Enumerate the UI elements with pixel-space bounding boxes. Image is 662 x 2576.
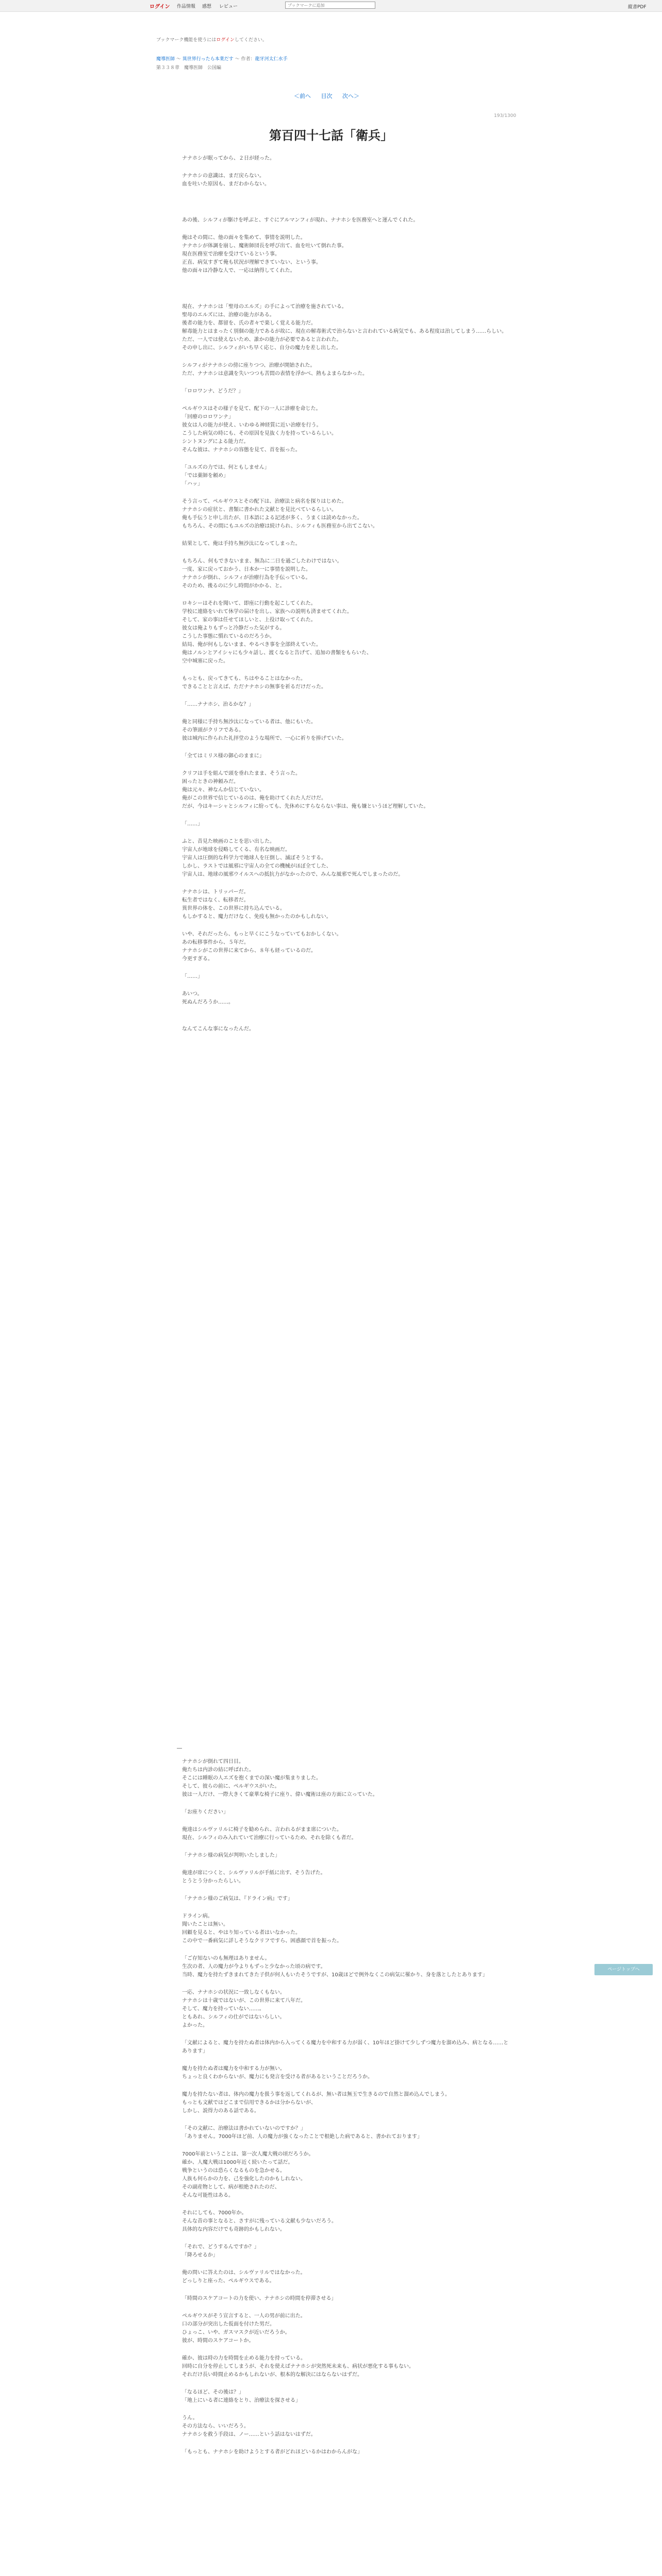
body-paragraph: 「それで、どうするんですか？」 — [182, 2244, 259, 2250]
body-paragraph: 「ありません。7000年ほど前、人の魔力が強くなったことで根絶した病であると、書かれております」 — [182, 2134, 423, 2140]
body-paragraph: 確か、人魔大戦は1000年近く続いたって話だ。 — [182, 2160, 293, 2165]
blank-line — [182, 1799, 512, 1808]
body-paragraph: ただ、一人では使えないため、誰かの能力が必要であると言われた。 — [182, 337, 342, 343]
blank-line — [182, 1886, 512, 1895]
blank-line — [182, 548, 512, 557]
chapter-subtitle: 第３３８章 魔導医師 公国編 — [156, 65, 222, 71]
body-paragraph: 当時、魔力を持たずきまれてきた子供が何人もいたそうですが、10歳ほどで例外なくこの病気に罹かり、身を落としたとあります」 — [182, 1972, 488, 1978]
body-paragraph: 「ユルズの力では、何ともしません」 — [182, 465, 270, 470]
body-paragraph: 魔力を持たぬ者は魔力を中和する力が無い。 — [182, 2066, 285, 2072]
body-paragraph: 「文献によると、魔力を持たぬ者は体内から入ってくる魔力を中和する力が弱く、10年ほど掛けて少しずつ魔力を溜め込み、病となる……とあります」 — [182, 2040, 509, 2054]
blank-line — [182, 352, 512, 362]
body-paragraph: 死ぬんだろうか……。 — [182, 999, 234, 1005]
chapter-body-continued — [182, 1758, 512, 2456]
body-paragraph: しかし、説得力のある話である。 — [182, 2108, 259, 2114]
body-paragraph: とうとう分かったらしい。 — [182, 1878, 244, 1884]
body-paragraph: 「回療のロロワンナ」 — [182, 414, 234, 420]
body-paragraph: うん。 — [182, 2415, 198, 2421]
breadcrumb-separator-1: ～ — [176, 57, 181, 62]
body-paragraph: 具体的な内容だけでも奇跡的かもしれない。 — [182, 2227, 285, 2232]
body-paragraph: 転生者ではなく、転移者だ。 — [182, 897, 249, 903]
body-paragraph: ロキシーはそれを聞いて、即座に行動を起こしてくれた。 — [182, 601, 316, 606]
author-label: 作者： — [241, 57, 255, 62]
body-paragraph: 学校に連絡をいれて休学の届けを出し、家族への説明も済ませてくれた。 — [182, 609, 352, 615]
body-paragraph: その副産物として、病が根絶されたのだ、 — [182, 2184, 280, 2190]
blank-line — [182, 828, 512, 838]
body-paragraph: 解毒能力とはまったく別個の能力であるが故に、現在の解毒術式で治らないと言われている病気でも、ある程度は治してしまう……らしい。 — [182, 329, 507, 334]
body-paragraph: 聖母のエルズには、治療の能力がある。 — [182, 312, 275, 318]
body-paragraph: そして、家の事は任せてほしいと、上役け取ってくれた。 — [182, 617, 316, 623]
blank-line — [182, 2141, 512, 2150]
blank-line — [182, 163, 512, 172]
body-paragraph: よかった。 — [182, 2023, 208, 2028]
blank-line — [182, 2030, 512, 2039]
login-notice — [156, 36, 267, 43]
body-paragraph: 「地上にいる者に連絡をとり、治療法を探させる」 — [182, 2398, 301, 2403]
blank-line — [182, 378, 512, 387]
blank-line — [182, 1945, 512, 1955]
body-paragraph: 「時間のスケアコートの力を使い、ナナホシの時間を停滞させる」 — [182, 2296, 337, 2301]
blank-line — [182, 2081, 512, 2091]
body-paragraph: 戦争というのは恐らくなるものを急かせる。 — [182, 2168, 285, 2174]
blank-line — [182, 709, 512, 718]
body-paragraph: 俺は元々、神なんか信じていない。 — [182, 787, 264, 793]
body-paragraph: 俺はノルンとアイシャにも少々話し、渡くなると告げて、追加の書類をもらいた、 — [182, 650, 372, 656]
blank-line — [182, 879, 512, 888]
body-paragraph: 他の面々は冷静な人で、一応は納得してくれた。 — [182, 268, 295, 274]
body-paragraph: あいつ。 — [182, 991, 203, 997]
body-paragraph: 「ナナホシ様のご病気は、『ドライン病』です」 — [182, 1896, 293, 1902]
body-paragraph: 「お座りください」 — [182, 1809, 228, 1815]
body-paragraph: ナナホシは十歳ではないが、この世界に来て八年だ。 — [182, 1998, 306, 2004]
body-paragraph: もちろん、何もできないまま、無為に二日を過ごしたわけではない。 — [182, 558, 342, 564]
top-bar — [0, 0, 662, 12]
body-paragraph: 口の部分が突出した仮面を付けた男だ。 — [182, 2321, 275, 2327]
blank-line — [182, 284, 512, 294]
body-paragraph: できることと言えば、ただナナホシの無事を祈るだけだった。 — [182, 684, 326, 690]
body-paragraph: 現在、シルフィのみ入れていて治療に行っているため、それを除くも者だ。 — [182, 1835, 357, 1841]
blank-line — [182, 811, 512, 820]
notice-prefix: ブックマーク機能を使うには — [156, 38, 217, 43]
chapter-title: 第百四十七話「衛兵」 — [269, 128, 393, 143]
blank-line — [182, 743, 512, 752]
body-paragraph: 俺達が席につくと、シルヴァリルが手紙に出す、そう告げた。 — [182, 1870, 326, 1876]
body-paragraph: ナナホシを救う手段は、ノー……という話はないはずだ。 — [182, 2432, 316, 2437]
blank-line — [182, 454, 512, 464]
nav-impressions[interactable]: 感想 — [202, 4, 212, 9]
nav-work-info[interactable]: 作品情報 — [177, 4, 196, 9]
body-paragraph: そう言って、ペルギウスとその配下は、治療法と病名を探りはじめた。 — [182, 499, 347, 504]
body-paragraph: なんてこんな事になったんだ。 — [182, 1026, 254, 1032]
body-paragraph: 空中城塞に戻った。 — [182, 658, 228, 664]
body-paragraph: 一度、家に戻っておかう、日本か一に事情を説明した。 — [182, 567, 311, 572]
blank-line — [182, 531, 512, 540]
body-paragraph: 俺も手伝うと申し出たが、日本語による記述が多く、うまくは読めなかった。 — [182, 515, 362, 521]
body-paragraph: だが、今はキーシャとシルフィに紛っても、先休めにすらならない事は、俺も嫌というほど理解していた。 — [182, 804, 429, 809]
blank-line — [182, 2379, 512, 2388]
body-paragraph: 「ハッ」 — [182, 481, 203, 487]
body-paragraph: そんな彼は、ナナホシの容態を見て、首を振った。 — [182, 447, 301, 453]
body-paragraph: ナナホシがこの世界に来てから、８年も経っているのだ。 — [182, 948, 316, 954]
vertical-pdf-link[interactable]: 縦書PDF — [628, 5, 647, 10]
blank-line — [182, 1903, 512, 1912]
body-paragraph: 聞いたことは無い。 — [182, 1922, 228, 1927]
nav-review[interactable]: レビュー — [219, 4, 238, 9]
body-paragraph: そこには睡眠の人エズを抱くまでの深い魔が集まりました。 — [182, 1775, 321, 1781]
page-top-button[interactable]: ページトップへ — [594, 1964, 653, 1975]
body-paragraph: こうした病気の時にも、その原因を見抜く力を持っているらしい。 — [182, 431, 337, 436]
blank-line — [182, 2115, 512, 2125]
body-paragraph: 血を吐いた原因も、まだわからない。 — [182, 181, 270, 187]
body-paragraph: 結果として、俺は手持ち無沙汰になってしまった。 — [182, 541, 301, 547]
body-paragraph: ペルギウスはその様子を見て、配下の一人に診療を命じた。 — [182, 406, 321, 412]
blank-line — [182, 981, 512, 990]
blank-line — [182, 2439, 512, 2448]
body-paragraph: 回時に自分を停止してしまうが、それを使えばナナホシが突然死未来も、病状が悪化する事もない。 — [182, 2364, 414, 2369]
blank-line — [182, 590, 512, 600]
blank-line — [182, 225, 512, 234]
blank-line — [182, 488, 512, 498]
blank-line — [182, 2303, 512, 2312]
blank-line — [182, 207, 512, 216]
blank-line — [182, 760, 512, 770]
body-paragraph: 回顧を見ると、やはり知っている者はいなかった。 — [182, 1930, 301, 1936]
body-paragraph: 正直、病気すぎて俺も状況が理解できていない、という事。 — [182, 260, 321, 265]
login-link[interactable]: ログイン — [150, 4, 170, 10]
body-paragraph: 俺達はシルヴァリルに椅子を勧められ、言われるがまま席についた。 — [182, 1827, 342, 1833]
blank-line — [182, 294, 512, 303]
body-paragraph: その方法なら、いいだろう。 — [182, 2424, 249, 2429]
body-paragraph: 俺はその間に、他の面々を集めて、事情を説明した。 — [182, 235, 306, 241]
body-paragraph: その申し出に、シルフィがいち早く応じ、自分の魔力を差し出した。 — [182, 345, 341, 351]
body-paragraph: しかし、ラストでは風邪に宇宙人の全ての機械がほぼ全てした、 — [182, 863, 332, 869]
body-paragraph: 彼女は俺よりもずっと冷静だった気がする。 — [182, 625, 285, 631]
body-paragraph: 俺の問いに答えたのは、シルヴァリルではなかった。 — [182, 2270, 306, 2276]
blank-line — [182, 1007, 512, 1016]
body-paragraph: ナナホシの意識は、まだ戻らない。 — [182, 173, 264, 179]
body-paragraph: その筆頭がクリフである。 — [182, 727, 244, 733]
blank-line — [182, 1842, 512, 1852]
blank-line — [182, 963, 512, 973]
body-paragraph: ただ、ナナホシは意識を失いつつも苦悶の表情を浮かべ、熱もよまらなかった。 — [182, 371, 368, 377]
body-paragraph: 異世界の体を、この世界に持ち込んでいる。 — [182, 906, 285, 911]
body-paragraph: 生次の者、人の魔力が今よりもずっと少なかった頃の病です。 — [182, 1964, 326, 1970]
body-paragraph: ペルギウスがそう宣言すると、一人の男が前に出た。 — [182, 2313, 306, 2319]
body-paragraph: ふと、昔見た映画のことを思い出した。 — [182, 839, 275, 844]
body-paragraph: ナナホシが倒れ、シルフィが治療行為を手伝っている。 — [182, 575, 311, 581]
body-paragraph: あの後、シルフィが駆けを呼ぶと、すぐにアルマンフィが現れ、ナナホシを医務室へと運んでくれた。 — [182, 217, 419, 223]
blank-line — [182, 1817, 512, 1826]
notice-login-link[interactable]: ログイン — [216, 38, 235, 43]
page-number: 193/1300 — [494, 113, 517, 118]
bookmark-button[interactable] — [285, 2, 375, 9]
body-paragraph: そんな昔の事となると、さすがに残っている文献も少ないだろう。 — [182, 2218, 337, 2224]
body-paragraph: クリフは手を組んで頭を垂れたまま、そう言った。 — [182, 771, 301, 776]
blank-line — [182, 2345, 512, 2354]
body-paragraph: 「降ろせるか」 — [182, 2252, 218, 2258]
next-chapter-link[interactable]: 次へ＞ — [342, 93, 359, 99]
body-paragraph: 困ったときの神頼みだ。 — [182, 779, 239, 785]
breadcrumb-arc[interactable]: 異世界行ったら本業だす — [182, 57, 234, 62]
body-paragraph: いや、それだったら、もっと早くにこうなっていてもおかしくない。 — [182, 931, 342, 937]
body-paragraph: 7000年前ということは、第一次人魔大戦の頃だろうか。 — [182, 2151, 314, 2157]
body-paragraph: こうした事態に慣れているのだろうか。 — [182, 634, 275, 639]
body-paragraph: そのため、後るのに少し時間がかかる、と。 — [182, 583, 285, 589]
blank-line — [182, 2200, 512, 2209]
body-paragraph: 後者の能力を、都留を、氏の者々で楽しく覚える能力だ。 — [182, 320, 316, 326]
body-paragraph: ともあれ、シルフィの仕がではないらしい。 — [182, 2014, 285, 2020]
body-paragraph: もちろん、その間にもユルズの治療は続けられ、シルフィも医務室から出てこない。 — [182, 523, 378, 529]
body-paragraph: そして、彼らの前に、ペルギウスがいた。 — [182, 1784, 280, 1789]
breadcrumb-series[interactable]: 魔導医師 — [156, 57, 175, 62]
section-divider: ― — [177, 1745, 182, 1751]
body-paragraph: 確か、彼は時の力を時間を止める能力を持っている。 — [182, 2355, 306, 2361]
body-paragraph: もっとも文献ではどこまで信用できるかは分からないが、 — [182, 2100, 316, 2106]
body-paragraph: 「その文献に、治療法は書かれていないのですか？」 — [182, 2126, 306, 2131]
body-paragraph: 宇宙人は、地球の風邪ウイルスへの抵抗力がなかったので、みんな風邪で死んでしまったのだ。 — [182, 872, 404, 877]
body-paragraph: 彼が、時間のスケアコートか。 — [182, 2338, 254, 2344]
body-paragraph: 現在医務室で治療を受けているという事。 — [182, 251, 280, 257]
body-paragraph: 俺がこの世界で信じているのは、俺を助けてくれた人だけだ。 — [182, 795, 326, 801]
blank-line — [182, 1016, 512, 1025]
toc-link[interactable]: 目次 — [321, 93, 333, 99]
body-paragraph: ちょっと良くわからないが、魔力にも発言を受ける者があるということだろうか。 — [182, 2074, 373, 2080]
body-paragraph: 今更すぎる。 — [182, 956, 213, 962]
body-paragraph: 人族も何らかの力を、己を強化したのかもしれない。 — [182, 2176, 306, 2182]
body-paragraph: 宇宙人は圧倒的な科学力で地球人を圧倒し、滅ぼそうとする。 — [182, 855, 326, 861]
prev-chapter-link[interactable]: ＜前へ — [294, 93, 311, 99]
blank-line — [182, 189, 512, 198]
body-paragraph: 彼女は人の能力が使え、いわゆる神経質に近い治療を行う。 — [182, 422, 322, 428]
body-paragraph: ひょっこ、いや、ガスマスクが近いだろうか。 — [182, 2330, 290, 2335]
breadcrumb-separator-2: ～ — [235, 57, 240, 62]
body-paragraph: 俺と同様に手持ち無沙汰になっている者は、他にもいた。 — [182, 719, 316, 725]
body-paragraph: ナナホシが倒れて四日目。 — [182, 1759, 244, 1765]
body-paragraph: 「……」 — [182, 821, 203, 827]
blank-line — [182, 2056, 512, 2065]
blank-line — [182, 1979, 512, 1989]
body-paragraph: シルフィがナナホシの傍に座りつつ、治療が開始された。 — [182, 363, 316, 368]
body-paragraph: ナナホシが眠ってから、２日が経った。 — [182, 156, 275, 161]
blank-line — [182, 1860, 512, 1869]
chapter-nav — [290, 92, 363, 100]
body-paragraph: もしかすると、魔力だけなく、免疫も無かったのかもしれない。 — [182, 914, 332, 920]
body-paragraph: それにしても、7000年か。 — [182, 2210, 247, 2216]
chapter-body — [182, 155, 512, 1033]
body-paragraph: 一応、ナナホシの状況に一致しなくもない。 — [182, 1990, 285, 1995]
body-paragraph: 彼は城内に作られた礼拝堂のような場所で、一心に祈りを捧げていた。 — [182, 736, 347, 741]
body-paragraph: あの転移事件から、５年だ。 — [182, 940, 249, 945]
body-paragraph: 魔力を持たない者は、体内の魔力を扱う事を返してくれるが、無い者は無玉で生きるので自然と溜め込んでしまう。 — [182, 2092, 450, 2097]
blank-line — [182, 396, 512, 405]
body-paragraph: ドライン病。 — [182, 1913, 213, 1919]
body-paragraph: 宇宙人が地球を侵略してくる、有名な映画だ。 — [182, 847, 290, 853]
body-paragraph: ナナホシの症状と、書類に書かれた文献とを見比べているらしい。 — [182, 507, 337, 513]
blank-line — [182, 2234, 512, 2243]
blank-line — [182, 2285, 512, 2295]
body-paragraph: 「なるほど、その後は？」 — [182, 2389, 244, 2395]
body-paragraph: それだけ長い時間止めるかもしれないが、根本的な解決にはならないはずだ。 — [182, 2372, 362, 2378]
body-paragraph: 彼は一人だけ、一際大きくて豪華な椅子に座り、偉い魔術は座の方面に立っていた。 — [182, 1792, 378, 1798]
body-paragraph: もっとも、戻ってきても、ちはやることはなかった。 — [182, 676, 306, 682]
breadcrumb — [156, 55, 288, 62]
blank-line — [182, 275, 512, 284]
body-paragraph: 結局、俺が何もしないまま、やるべき事を全部終えていた。 — [182, 642, 321, 648]
body-paragraph: 「……ナナホシ、治るかな？」 — [182, 702, 254, 707]
blank-line — [182, 2260, 512, 2269]
body-paragraph: 「ナナホシ様の病気が判明いたしました」 — [182, 1853, 280, 1858]
body-paragraph: 現在、ナナホシは「聖母のエルズ」の手によって治療を施されている。 — [182, 304, 347, 310]
body-paragraph: そんな可能性はある。 — [182, 2193, 234, 2198]
blank-line — [182, 198, 512, 207]
body-paragraph: 「もっとも、ナナホシを助けようとする者がどれほどいるかはわからんがな」 — [182, 2449, 362, 2455]
body-paragraph: 「ご存知ないのも無理はありません。 — [182, 1956, 270, 1961]
notice-suffix: してください。 — [234, 38, 267, 43]
body-paragraph: 「ロロワンナ、どうだ？」 — [182, 388, 244, 394]
body-paragraph: そして、魔力を持っていない……。 — [182, 2006, 264, 2012]
body-paragraph: 「では薬師を頼め」 — [182, 473, 228, 479]
body-paragraph: ナナホシは、トリッパーだ。 — [182, 889, 249, 895]
blank-line — [182, 666, 512, 675]
body-paragraph: シントヌングによる能力だ。 — [182, 439, 249, 445]
blank-line — [182, 921, 512, 930]
body-paragraph: ナナホシが体調を崩し、魔術師団長を呼び出て、血を吐いて倒れた事。 — [182, 243, 347, 249]
body-paragraph: 「……」 — [182, 974, 203, 979]
blank-line — [182, 2405, 512, 2414]
body-paragraph: 俺たちは内診の結に呼ばれた。 — [182, 1767, 254, 1773]
blank-line — [182, 691, 512, 701]
author-link[interactable]: 龍牙河太仁水手 — [255, 57, 288, 62]
body-paragraph: どっしりと座った、ペルギウスである。 — [182, 2278, 275, 2284]
body-paragraph: 「全てはミリス様の御心のままに」 — [182, 753, 264, 759]
body-paragraph: この中で一番病気に詳しそうなクリフですら、困惑顔で首を振った。 — [182, 1938, 342, 1944]
